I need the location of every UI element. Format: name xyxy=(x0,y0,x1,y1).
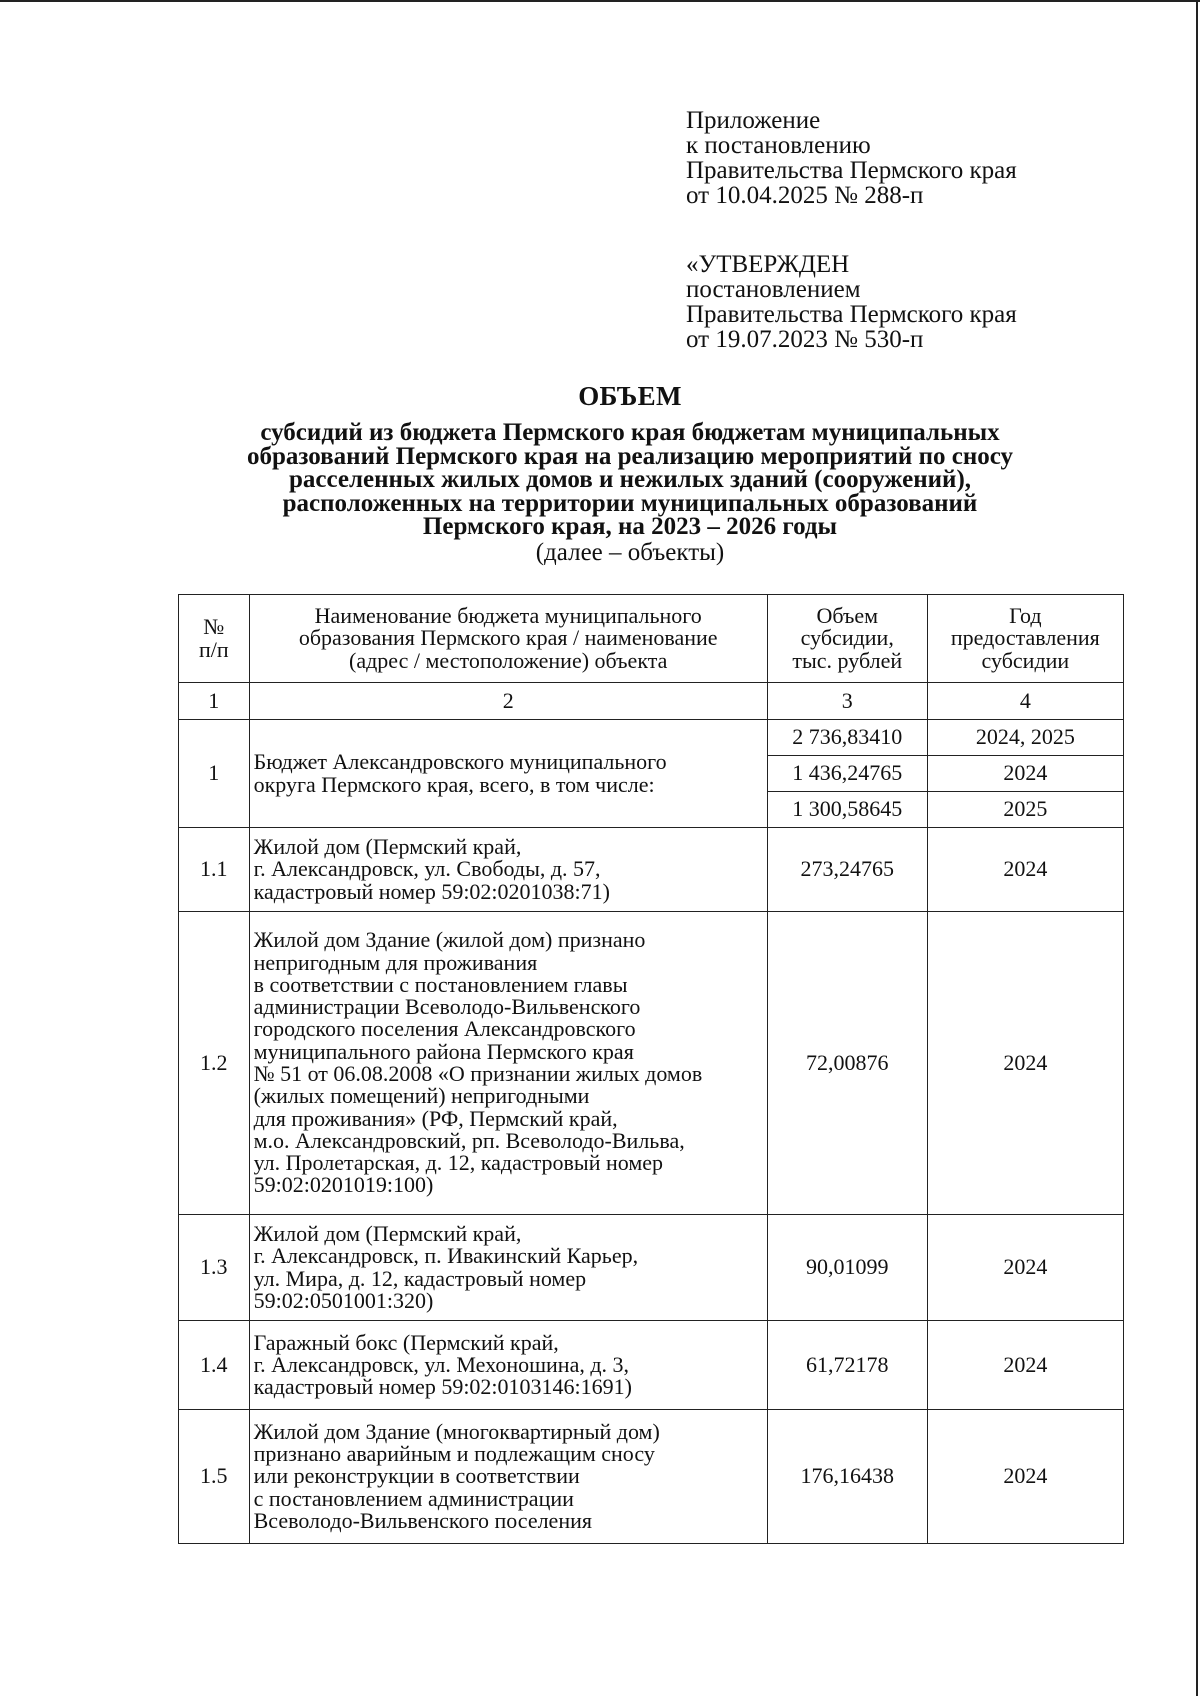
name-line: признано аварийным и подлежащим сносу xyxy=(253,1441,655,1467)
name-line: непригодным для проживания xyxy=(253,949,538,975)
row-year: 2024 xyxy=(927,756,1123,792)
header-line: (адрес / местоположение) объекта xyxy=(349,647,668,673)
scan-border-top xyxy=(0,0,1200,2)
name-line: муниципального района Пермского края xyxy=(253,1038,634,1064)
name-line: м.о. Александровский, рп. Всеволодо-Вильва, xyxy=(253,1127,685,1153)
name-line: кадастровый номер 59:02:0103146:1691) xyxy=(253,1374,632,1400)
approved-header xyxy=(686,252,1017,352)
name-line: для проживания» (РФ, Пермский край, xyxy=(253,1105,618,1131)
appendix-line: Правительства Пермского края xyxy=(686,157,1017,184)
name-line: г. Александровск, ул. Свободы, д. 57, xyxy=(253,856,601,882)
row-number: 1.1 xyxy=(179,828,250,912)
name-line: № 51 от 06.08.2008 «О признании жилых домов xyxy=(253,1061,703,1086)
header-line: Год xyxy=(1009,603,1042,629)
appendix-header xyxy=(686,108,1017,208)
row-name xyxy=(249,1321,767,1410)
header-line: № xyxy=(203,614,225,640)
row-year: 2024 xyxy=(927,1321,1123,1410)
row-number: 1 xyxy=(179,720,250,828)
row-year: 2024 xyxy=(927,912,1123,1215)
row-amount: 72,00876 xyxy=(767,912,927,1215)
row-name xyxy=(249,912,767,1215)
header-line: Объем xyxy=(816,603,879,629)
header-year xyxy=(927,595,1123,683)
row-year: 2024 xyxy=(927,1215,1123,1321)
table-row xyxy=(179,828,1124,912)
header-line: тыс. рублей xyxy=(792,647,903,673)
name-line: Жилой дом (Пермский край, xyxy=(253,834,522,860)
row-amount: 61,72178 xyxy=(767,1321,927,1410)
header-line: образования Пермского края / наименование xyxy=(298,625,718,651)
name-line: (жилых помещений) непригодными xyxy=(253,1083,590,1109)
row-amount: 1 300,58645 xyxy=(767,792,927,828)
row-amount: 2 736,83410 xyxy=(767,720,927,756)
name-line: администрации Всеволодо-Вильвенского xyxy=(253,994,641,1020)
header-line: субсидии xyxy=(981,647,1070,673)
row-amount: 1 436,24765 xyxy=(767,756,927,792)
name-line: 59:02:0201019:100) xyxy=(253,1172,434,1198)
header-line: предоставления xyxy=(950,625,1100,651)
scan-border-right xyxy=(1196,0,1198,1696)
table-header-row xyxy=(179,595,1124,683)
name-line: городского поселения Александровского xyxy=(253,1016,636,1042)
name-line: Жилой дом (Пермский край, xyxy=(253,1220,522,1246)
table-row xyxy=(179,912,1124,1215)
appendix-line: от 10.04.2025 № 288-п xyxy=(686,182,924,209)
approved-line: от 19.07.2023 № 530-п xyxy=(686,326,924,353)
name-line: или реконструкции в соответствии xyxy=(253,1463,580,1489)
name-line: Бюджет Александровского муниципального xyxy=(253,749,667,775)
column-number: 3 xyxy=(767,683,927,720)
column-number: 1 xyxy=(179,683,250,720)
name-line: 59:02:0501001:320) xyxy=(253,1287,434,1313)
appendix-line: к постановлению xyxy=(686,132,871,159)
row-amount: 90,01099 xyxy=(767,1215,927,1321)
appendix-line: Приложение xyxy=(686,107,821,134)
row-number: 1.5 xyxy=(179,1410,250,1544)
subsidy-table xyxy=(178,594,1124,1544)
name-line: г. Александровск, п. Ивакинский Карьер, xyxy=(253,1243,639,1269)
row-amount: 176,16438 xyxy=(767,1410,927,1544)
row-year: 2024, 2025 xyxy=(927,720,1123,756)
table-row xyxy=(179,1410,1124,1544)
header-number xyxy=(179,595,250,683)
document-subtitle xyxy=(0,421,1200,539)
subtitle-line: расселенных жилых домов и нежилых зданий (сооружений), xyxy=(288,466,972,493)
name-line: Гаражный бокс (Пермский край, xyxy=(253,1329,559,1355)
name-line: в соответствии с постановлением главы xyxy=(253,971,628,997)
name-line: Всеволодо-Вильвенского поселения xyxy=(253,1507,592,1533)
header-name xyxy=(249,595,767,683)
header-amount xyxy=(767,595,927,683)
row-number: 1.2 xyxy=(179,912,250,1215)
row-year: 2024 xyxy=(927,828,1123,912)
row-name xyxy=(249,1410,767,1544)
name-line: с постановлением администрации xyxy=(253,1485,574,1511)
row-name xyxy=(249,1215,767,1321)
table-row xyxy=(179,1215,1124,1321)
row-year: 2025 xyxy=(927,792,1123,828)
name-line: округа Пермского края, всего, в том числе: xyxy=(253,771,655,797)
name-line: Жилой дом Здание (многоквартирный дом) xyxy=(253,1418,660,1444)
row-year: 2024 xyxy=(927,1410,1123,1544)
name-line: кадастровый номер 59:02:0201038:71) xyxy=(253,878,610,904)
column-number: 4 xyxy=(927,683,1123,720)
subtitle-line: субсидий из бюджета Пермского края бюджетам муниципальных xyxy=(260,419,1000,446)
subtitle-note: (далее – объекты) xyxy=(535,539,725,566)
header-line: п/п xyxy=(198,636,229,662)
document-title: ОБЪЕМ xyxy=(578,381,682,411)
subtitle-line: образований Пермского края на реализацию мероприятий по сносу xyxy=(246,442,1013,470)
header-line: Наименование бюджета муниципального xyxy=(314,603,702,629)
name-line: г. Александровск, ул. Мехоношина, д. 3, xyxy=(253,1351,630,1377)
row-number: 1.3 xyxy=(179,1215,250,1321)
row-name xyxy=(249,720,767,828)
row-number: 1.4 xyxy=(179,1321,250,1410)
approved-line: Правительства Пермского края xyxy=(686,301,1017,328)
column-number-row xyxy=(179,683,1124,720)
subtitle-line: Пермского края, на 2023 – 2026 годы xyxy=(422,513,838,540)
header-line: субсидии, xyxy=(800,625,894,651)
approved-line: постановлением xyxy=(686,276,861,303)
name-line: ул. Пролетарская, д. 12, кадастровый номер xyxy=(253,1150,664,1176)
row-amount: 273,24765 xyxy=(767,828,927,912)
subtitle-line: расположенных на территории муниципальных образований xyxy=(282,489,978,517)
column-number: 2 xyxy=(249,683,767,720)
approved-line: «УТВЕРЖДЕН xyxy=(686,251,850,278)
table-row xyxy=(179,1321,1124,1410)
row-name xyxy=(249,828,767,912)
table-row-group xyxy=(179,720,1124,756)
name-line: ул. Мира, д. 12, кадастровый номер xyxy=(253,1265,587,1291)
name-line: Жилой дом Здание (жилой дом) признано xyxy=(253,927,646,953)
